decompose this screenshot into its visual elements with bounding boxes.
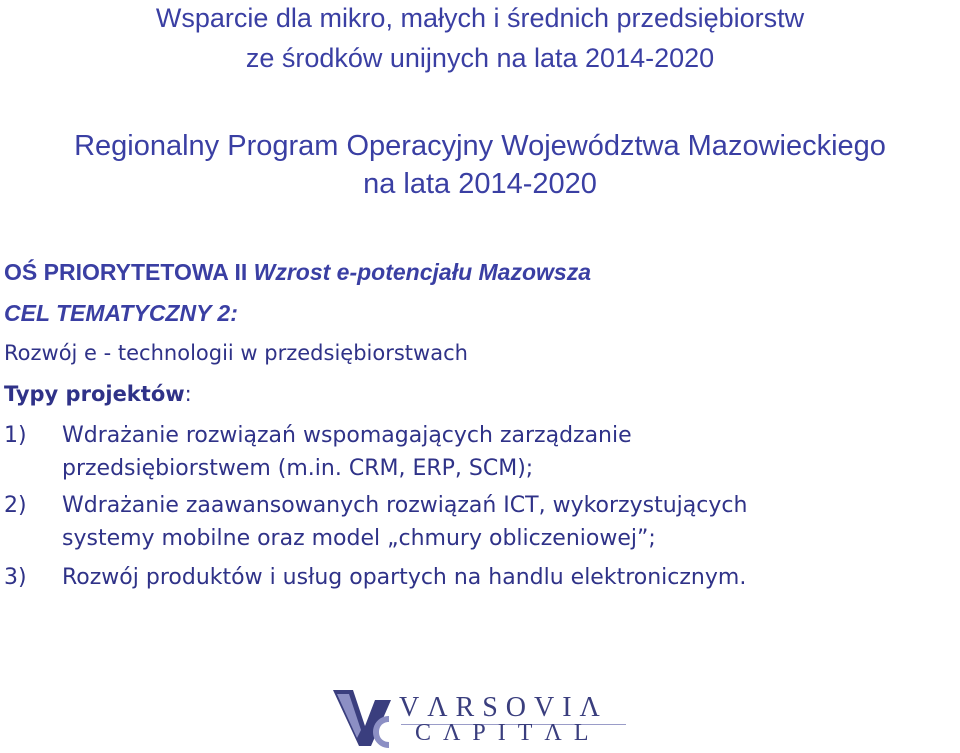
thematic-goal-label: CEL TEMATYCZNY 2: <box>4 300 238 326</box>
header-title-line1: Wsparcie dla mikro, małych i średnich przedsiębiorstw <box>155 3 805 33</box>
priority-axis <box>4 257 591 287</box>
header-title-line2: ze środków unijnych na lata 2014-2020 <box>245 43 715 73</box>
priority-axis-name: Wzrost e-potencjału Mazowsza <box>253 259 591 285</box>
list-item <box>4 419 954 485</box>
list-item-number: 3) <box>4 565 27 590</box>
logo-word-capital: CΛPITΛL <box>415 720 601 746</box>
logo-word-varsovia: VΛRSOVIΛ <box>399 692 608 723</box>
program-title-line1: Regionalny Program Operacyjny Województwa Mazowieckiego <box>74 130 886 162</box>
list-item-line: Wdrażanie rozwiązań wspomagających zarządzanie <box>62 423 632 448</box>
varsovia-capital-logo <box>331 686 641 750</box>
project-types-heading <box>4 379 192 409</box>
list-item-line: systemy mobilne oraz model „chmury obliczeniowej”; <box>62 526 656 551</box>
project-types-label: Typy projektów <box>4 382 185 406</box>
logo-mark-icon <box>331 686 393 750</box>
project-types-colon: : <box>184 382 192 406</box>
priority-axis-label: OŚ PRIORYTETOWA II <box>4 259 248 285</box>
list-item-number: 2) <box>4 493 27 518</box>
thematic-goal-text: Rozwój e - technologii w przedsiębiorstwach <box>4 341 468 365</box>
program-title-line2: na lata 2014-2020 <box>363 168 597 200</box>
list-item-line: przedsiębiorstwem (m.in. CRM, ERP, SCM); <box>62 456 534 481</box>
list-item-line: Rozwój produktów i usług opartych na handlu elektronicznym. <box>62 565 747 590</box>
list-item <box>4 489 954 555</box>
list-item-number: 1) <box>4 423 27 448</box>
list-item <box>4 561 954 594</box>
list-item-line: Wdrażanie zaawansowanych rozwiązań ICT, wykorzystujących <box>62 493 748 518</box>
